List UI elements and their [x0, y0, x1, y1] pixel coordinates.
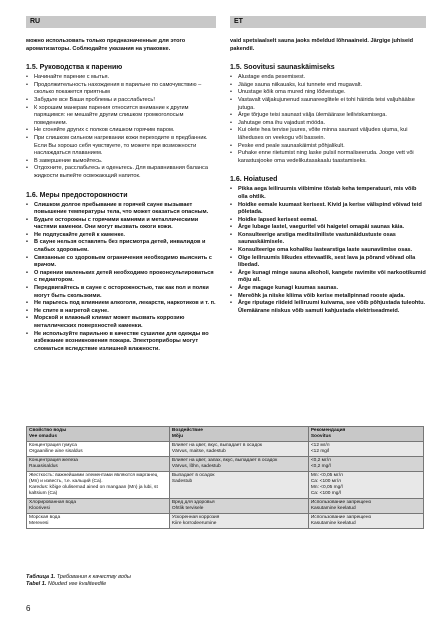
list-item: • Kui olete hea tervise juures, võite minna saunast väljudes ujuma, kui läheduses on veekogu või bassein.	[236, 127, 426, 142]
list-item: • В сауне нельзя оставлять без присмотра детей, инвалидов и слабых здоровьем.	[32, 239, 216, 254]
header-effect: Воздействие Mõju	[169, 427, 308, 442]
header-water-property: Свойство воды Vee omadus	[27, 427, 170, 442]
list-item: • Передвигайтесь в сауне с осторожностью, так как пол и полки могут быть скользкими.	[32, 285, 216, 300]
list-item: • Peske end peale saunaskäimist põhjalikult.	[236, 143, 426, 151]
list-item: • Mereõhk ja niiske kliima võib kerise metallpinnad rooste ajada.	[236, 293, 426, 301]
list-item: • К хорошим манерам парения относится внимание к другим парящимся: не мешайте другим слишком громкоголосым поведением.	[32, 105, 216, 128]
section-title-et-1-5: 1.5. Soovitusi saunaskäimiseks	[230, 64, 335, 72]
list-item: • Olge leiliruumis liikudes ettevaatlik, sest lava ja põrand võivad olla libedad.	[236, 255, 426, 270]
table-cell: Концентрация гумуса Orgaaniline aine sisaldus	[27, 442, 170, 457]
header-recommendation: Рекомендация Soovitus	[308, 427, 423, 442]
list-item: • Забудьте все Ваши проблемы и расслабьтесь!	[32, 97, 216, 105]
table-cell: Жесткость: важнейшими элементами являются марганец (Mn) и известь, т.е. кальций (Ca). Karedus: kõige olulisemad ained on mangaan (Mn) ja lubi, st kaltsium (Ca)	[27, 472, 170, 499]
table-cell: Концентрация железа Rauasisaldus	[27, 457, 170, 472]
water-quality-table-wrap	[26, 426, 424, 529]
section-title-ru-1-6: 1.6. Меры предосторожности	[26, 191, 128, 199]
table-cell: Морская вода Merevesi	[27, 514, 170, 529]
list-item: • Продолжительность нахождения в парильне по самочувствию – сколько покажется приятным	[32, 82, 216, 97]
list-item: • Alustage enda pesemisest.	[236, 74, 426, 82]
list-item: • Puhake enne riietumist ning laske pulsil normaliseeruda. Jooge vett või karastusjooke oma vedelikutasakaalu taastamiseks.	[236, 150, 426, 165]
list-item: • В завершение вымойтесь.	[32, 158, 216, 166]
section-title-ru-1-5: 1.5. Руководства к парению	[26, 64, 123, 72]
column-ru	[26, 38, 216, 353]
list-item: • Ärge magage kunagi kuumas saunas.	[236, 285, 426, 293]
table-row	[27, 457, 424, 472]
table-cell: <12 мг/л <12 mg/l	[308, 442, 423, 457]
table-row	[27, 499, 424, 514]
list-item: • Hoidke eemale kuumast kerisest. Kivid ja kerise välispind võivad teid põletada.	[236, 202, 426, 217]
list-item: • Связанные со здоровьем ограничения необходимо выяснить с врачом.	[32, 255, 216, 270]
list-item: • Морской и влажный климат может вызвать коррозию металлических поверхностей каменки.	[32, 315, 216, 330]
table-cell: Ускоренная коррозия Kiire korrodeerumine	[169, 514, 308, 529]
table-cell: Вред для здоровья Ohtlik tervisele	[169, 499, 308, 514]
list-item: • Konsulteerige arstiga meditsiiniliste vastunäidustuste osas saunaskäimisele.	[236, 232, 426, 247]
list-item: • Ärge lubage lastel, vaeguritel või haigetel omapäi saunas käia.	[236, 224, 426, 232]
table-header-row	[27, 427, 424, 442]
lang-tab-ru: RU	[26, 16, 216, 28]
table-cell: Использование запрещено Kasutamine keelatud	[308, 514, 423, 529]
list-item: • Не парьтесь под влиянием алкоголя, лекарств, наркотиков и т. п.	[32, 300, 216, 308]
table-cell: Использование запрещено Kasutamine keelatud	[308, 499, 423, 514]
table-cell: Хлорированная вода Kloorivesi	[27, 499, 170, 514]
list-ru-warnings	[26, 202, 216, 354]
table-row	[27, 442, 424, 457]
list-item: • Unustage kõik oma mured ning lõdvestuge.	[236, 89, 426, 97]
list-item: • Ärge kunagi minge sauna alkoholi, kangete ravimite või narkootikumid mõju all.	[236, 270, 426, 285]
list-item: • Не сгоняйте других с полков слишком горячим паром.	[32, 127, 216, 135]
list-item: • Hoidke lapsed kerisest eemal.	[236, 217, 426, 225]
section-title-et-1-6: 1.6. Hoiatused	[230, 176, 278, 184]
list-item: • Jahutage oma ihu vajadust mööda.	[236, 120, 426, 128]
table-row	[27, 472, 424, 499]
list-item: • Не подпускайте детей к каменке.	[32, 232, 216, 240]
list-item: • При слишком сильном нагревании кожи переходите в предбанник. Если Вы хорошо себя чувствуете, то можете при возможности наслаждаться плаванием.	[32, 135, 216, 158]
list-et-sauna-tips	[230, 74, 426, 165]
list-item: • Pikka aega leiliruumis viibimine tõstab keha temperatuuri, mis võib olla ohtlik.	[236, 186, 426, 201]
water-quality-table	[26, 426, 424, 529]
intro-text-ru: можно использовать только предназначенные для этого ароматизаторы. Соблюдайте указания на упаковке.	[26, 38, 186, 52]
list-item: • О парении маленьких детей необходимо проконсультироваться с педиатором.	[32, 270, 216, 285]
list-item: • Konsulteerige oma kohaliku lastearstiga laste saunaviimise osas.	[236, 247, 426, 255]
list-item: • Jääge sauna niikauaks, kui tunnete end mugavalt.	[236, 82, 426, 90]
column-et	[230, 38, 426, 315]
list-item: • Не используйте парильню в качестве сушилки для одежды во избежание возникновения пожара. Электроприборы могут сломаться вследствие излишней влажности.	[32, 331, 216, 354]
list-item: • Отдохните, расслабьтесь и оденьтесь. Для выравнивания баланса жидкости выпейте освежающий напиток.	[32, 165, 216, 180]
table-row	[27, 514, 424, 529]
lang-tab-et: ET	[230, 16, 426, 28]
list-item: • Будьте осторожны с горячими камнями и металлическими частями каменки. Они могут вызвать ожоги кожи.	[32, 217, 216, 232]
list-item: • Vastavalt väljakujunenud saunareeglitele ei tohi häirida teisi valjuhäälse jutuga.	[236, 97, 426, 112]
table-cell: Влияет на цвет, вкус, выпадает в осадок Värvus, maitse, sadestub	[169, 442, 308, 457]
list-item: • Слишком долгое пребывание в горячей сауне вызывает повышение температуры тела, что может оказаться опасным.	[32, 202, 216, 217]
page-number: 6	[26, 604, 31, 613]
table-caption: Таблица 1. Требования к качеству воды Tabel 1. Nõuded vee kvaliteedile	[26, 574, 131, 587]
table-cell: Mn: <0,05 мг/л Ca: <100 мг/л Mn: <0,05 mg/l Ca: <100 mg/l	[308, 472, 423, 499]
table-cell: Влияет на цвет, запах, вкус, выпадает в осадок Värvus, lõhn, sadestub	[169, 457, 308, 472]
intro-text-et: vaid spetsiaalselt sauna jaoks mõeldud lõhnaaineid. Järgige juhiseid pakendil.	[230, 38, 414, 52]
table-cell: <0,2 мг/л <0,2 mg/l	[308, 457, 423, 472]
list-item: • Не спите в нагретой сауне.	[32, 308, 216, 316]
list-item: • Ärge tõrjuge teisi saunast välja ülemäärase leiliviskamisega.	[236, 112, 426, 120]
list-ru-sauna-tips	[26, 74, 216, 180]
list-et-warnings	[230, 186, 426, 315]
table-cell: Выпадает в осадок Sadestub	[169, 472, 308, 499]
list-item: • Ärge riputage riideid leiliruumi kuivama, see võib põhjustada tuleohtu. Ülemäärane niiskus võib samuti kahjustada elektriseadmeid.	[236, 300, 426, 315]
list-item: • Начинайте парение с мытья.	[32, 74, 216, 82]
